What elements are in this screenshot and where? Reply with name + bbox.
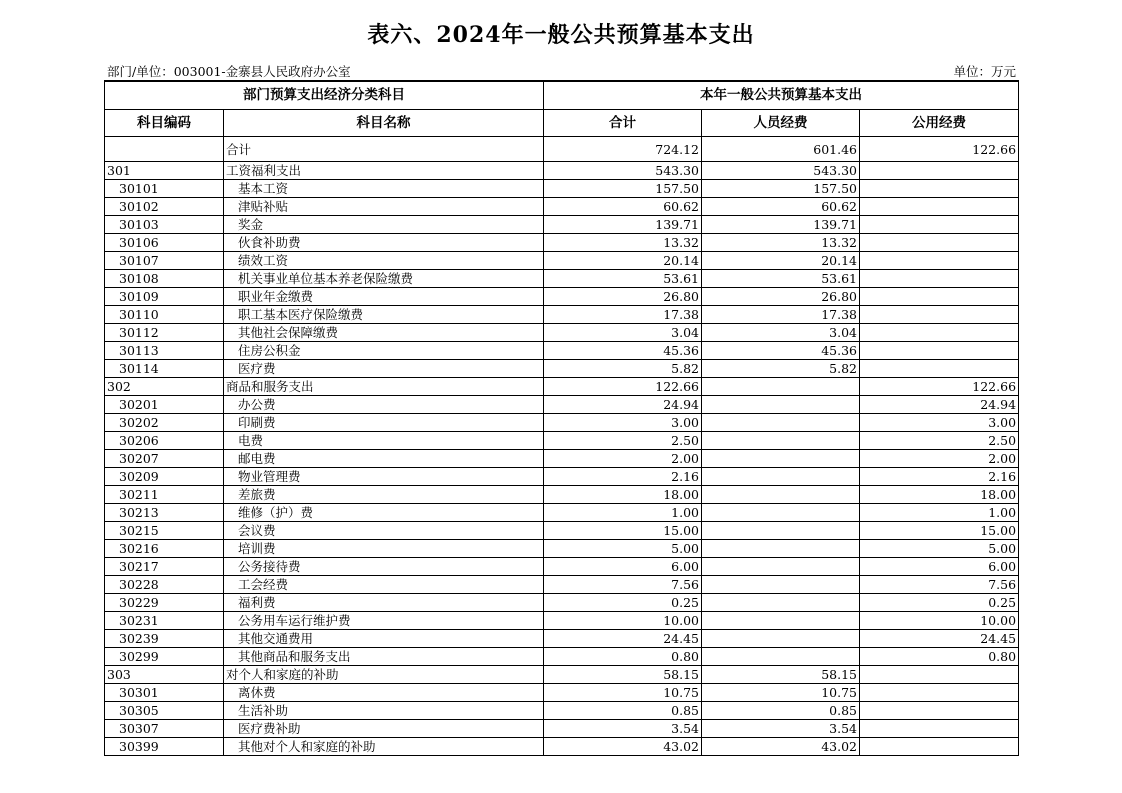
cell-personnel (702, 504, 860, 522)
column-header-public: 公用经费 (860, 110, 1019, 137)
cell-personnel (702, 540, 860, 558)
cell-code: 30399 (105, 738, 224, 756)
cell-personnel (702, 396, 860, 414)
cell-public: 15.00 (860, 522, 1019, 540)
cell-public: 3.00 (860, 414, 1019, 432)
cell-personnel (702, 612, 860, 630)
cell-code: 30231 (105, 612, 224, 630)
cell-name: 维修（护）费 (224, 504, 544, 522)
cell-name: 合计 (224, 137, 544, 162)
cell-name: 津贴补贴 (224, 198, 544, 216)
cell-total: 26.80 (544, 288, 702, 306)
cell-name: 对个人和家庭的补助 (224, 666, 544, 684)
cell-public (860, 702, 1019, 720)
table-row (105, 630, 1019, 648)
cell-name: 奖金 (224, 216, 544, 234)
cell-public (860, 270, 1019, 288)
table-body (105, 137, 1019, 756)
column-header-personnel: 人员经费 (702, 110, 860, 137)
cell-total: 0.85 (544, 702, 702, 720)
cell-public (860, 162, 1019, 180)
cell-name: 医疗费补助 (224, 720, 544, 738)
table-row (105, 180, 1019, 198)
cell-code: 30216 (105, 540, 224, 558)
cell-name: 印刷费 (224, 414, 544, 432)
cell-code: 30307 (105, 720, 224, 738)
cell-code: 30305 (105, 702, 224, 720)
table-row (105, 486, 1019, 504)
cell-name: 职工基本医疗保险缴费 (224, 306, 544, 324)
cell-total: 43.02 (544, 738, 702, 756)
cell-total: 3.54 (544, 720, 702, 738)
cell-name: 伙食补助费 (224, 234, 544, 252)
cell-total: 53.61 (544, 270, 702, 288)
cell-code: 302 (105, 378, 224, 396)
cell-code: 30207 (105, 450, 224, 468)
cell-public (860, 216, 1019, 234)
cell-public: 122.66 (860, 378, 1019, 396)
column-header-total: 合计 (544, 110, 702, 137)
table-row (105, 468, 1019, 486)
cell-code: 30213 (105, 504, 224, 522)
cell-name: 工资福利支出 (224, 162, 544, 180)
table-group-header-row (105, 81, 1019, 110)
budget-table (104, 80, 1019, 756)
cell-total: 3.00 (544, 414, 702, 432)
cell-public (860, 288, 1019, 306)
table-row (105, 414, 1019, 432)
cell-personnel (702, 486, 860, 504)
cell-personnel: 53.61 (702, 270, 860, 288)
cell-total: 3.04 (544, 324, 702, 342)
cell-name: 差旅费 (224, 486, 544, 504)
table-row (105, 360, 1019, 378)
table-row (105, 504, 1019, 522)
cell-code: 30228 (105, 576, 224, 594)
cell-code: 301 (105, 162, 224, 180)
cell-public (860, 684, 1019, 702)
table-row (105, 198, 1019, 216)
cell-name: 其他商品和服务支出 (224, 648, 544, 666)
cell-personnel (702, 576, 860, 594)
cell-public (860, 720, 1019, 738)
cell-code: 30301 (105, 684, 224, 702)
cell-name: 公务接待费 (224, 558, 544, 576)
cell-total: 0.25 (544, 594, 702, 612)
table-row (105, 432, 1019, 450)
table-column-header-row (105, 110, 1019, 137)
cell-name: 基本工资 (224, 180, 544, 198)
cell-public (860, 738, 1019, 756)
cell-code: 30229 (105, 594, 224, 612)
cell-public: 6.00 (860, 558, 1019, 576)
cell-total: 24.45 (544, 630, 702, 648)
table-row (105, 306, 1019, 324)
cell-name: 公务用车运行维护费 (224, 612, 544, 630)
cell-public (860, 342, 1019, 360)
cell-public: 24.94 (860, 396, 1019, 414)
cell-name: 商品和服务支出 (224, 378, 544, 396)
cell-personnel: 0.85 (702, 702, 860, 720)
table-row (105, 342, 1019, 360)
page-title: 表六、2024年一般公共预算基本支出 (367, 22, 755, 48)
unit-label: 单位：万元 (953, 64, 1016, 79)
table-row (105, 648, 1019, 666)
cell-code: 30206 (105, 432, 224, 450)
cell-code: 30211 (105, 486, 224, 504)
cell-name: 医疗费 (224, 360, 544, 378)
cell-total: 45.36 (544, 342, 702, 360)
cell-code: 30202 (105, 414, 224, 432)
table-row (105, 684, 1019, 702)
table-row (105, 378, 1019, 396)
cell-total: 543.30 (544, 162, 702, 180)
cell-code: 30107 (105, 252, 224, 270)
cell-personnel (702, 522, 860, 540)
cell-code: 30106 (105, 234, 224, 252)
table-row (105, 594, 1019, 612)
cell-personnel: 45.36 (702, 342, 860, 360)
cell-total: 17.38 (544, 306, 702, 324)
cell-total: 724.12 (544, 137, 702, 162)
cell-personnel: 3.54 (702, 720, 860, 738)
cell-name: 职业年金缴费 (224, 288, 544, 306)
cell-personnel (702, 630, 860, 648)
cell-personnel: 543.30 (702, 162, 860, 180)
cell-code: 303 (105, 666, 224, 684)
cell-total: 0.80 (544, 648, 702, 666)
table-row (105, 324, 1019, 342)
cell-name: 机关事业单位基本养老保险缴费 (224, 270, 544, 288)
cell-personnel (702, 378, 860, 396)
cell-personnel: 3.04 (702, 324, 860, 342)
cell-code: 30209 (105, 468, 224, 486)
cell-name: 电费 (224, 432, 544, 450)
cell-public (860, 306, 1019, 324)
cell-name: 会议费 (224, 522, 544, 540)
cell-public: 2.16 (860, 468, 1019, 486)
cell-code: 30113 (105, 342, 224, 360)
cell-code: 30112 (105, 324, 224, 342)
column-header-code: 科目编码 (105, 110, 224, 137)
cell-personnel: 17.38 (702, 306, 860, 324)
cell-public (860, 180, 1019, 198)
cell-personnel: 157.50 (702, 180, 860, 198)
cell-public: 24.45 (860, 630, 1019, 648)
cell-personnel: 20.14 (702, 252, 860, 270)
cell-total: 5.82 (544, 360, 702, 378)
cell-total: 10.75 (544, 684, 702, 702)
cell-name: 福利费 (224, 594, 544, 612)
cell-code: 30103 (105, 216, 224, 234)
cell-public (860, 234, 1019, 252)
cell-name: 生活补助 (224, 702, 544, 720)
table-row (105, 288, 1019, 306)
table-row (105, 522, 1019, 540)
cell-personnel (702, 468, 860, 486)
table-row (105, 558, 1019, 576)
cell-name: 办公费 (224, 396, 544, 414)
cell-personnel: 26.80 (702, 288, 860, 306)
cell-total: 122.66 (544, 378, 702, 396)
cell-code: 30101 (105, 180, 224, 198)
cell-name: 绩效工资 (224, 252, 544, 270)
cell-personnel (702, 648, 860, 666)
cell-code: 30299 (105, 648, 224, 666)
cell-code: 30110 (105, 306, 224, 324)
cell-public: 2.00 (860, 450, 1019, 468)
cell-public (860, 360, 1019, 378)
cell-personnel: 13.32 (702, 234, 860, 252)
cell-public (860, 252, 1019, 270)
cell-total: 10.00 (544, 612, 702, 630)
cell-total: 157.50 (544, 180, 702, 198)
cell-total: 139.71 (544, 216, 702, 234)
cell-personnel: 43.02 (702, 738, 860, 756)
table-row (105, 270, 1019, 288)
column-header-name: 科目名称 (224, 110, 544, 137)
cell-public: 10.00 (860, 612, 1019, 630)
cell-total: 15.00 (544, 522, 702, 540)
table-row (105, 234, 1019, 252)
cell-name: 其他对个人和家庭的补助 (224, 738, 544, 756)
cell-public (860, 666, 1019, 684)
cell-total: 6.00 (544, 558, 702, 576)
cell-total: 7.56 (544, 576, 702, 594)
cell-public (860, 198, 1019, 216)
cell-total: 60.62 (544, 198, 702, 216)
cell-public: 5.00 (860, 540, 1019, 558)
cell-total: 18.00 (544, 486, 702, 504)
cell-public: 0.25 (860, 594, 1019, 612)
cell-public: 122.66 (860, 137, 1019, 162)
cell-personnel: 58.15 (702, 666, 860, 684)
cell-total: 20.14 (544, 252, 702, 270)
cell-name: 住房公积金 (224, 342, 544, 360)
table-row (105, 702, 1019, 720)
cell-total: 5.00 (544, 540, 702, 558)
cell-code: 30239 (105, 630, 224, 648)
cell-public (860, 324, 1019, 342)
table-row (105, 720, 1019, 738)
cell-total: 2.00 (544, 450, 702, 468)
cell-total: 1.00 (544, 504, 702, 522)
table-row (105, 216, 1019, 234)
table-row (105, 162, 1019, 180)
cell-total: 13.32 (544, 234, 702, 252)
table-row (105, 540, 1019, 558)
cell-name: 物业管理费 (224, 468, 544, 486)
cell-name: 邮电费 (224, 450, 544, 468)
department-label: 部门/单位：003001-金寨县人民政府办公室 (107, 64, 351, 79)
table-row (105, 738, 1019, 756)
group-header-classification: 部门预算支出经济分类科目 (105, 81, 544, 110)
table-total-row (105, 137, 1019, 162)
cell-total: 2.16 (544, 468, 702, 486)
cell-code (105, 137, 224, 162)
cell-personnel: 60.62 (702, 198, 860, 216)
cell-personnel: 139.71 (702, 216, 860, 234)
cell-code: 30215 (105, 522, 224, 540)
cell-personnel: 10.75 (702, 684, 860, 702)
cell-total: 2.50 (544, 432, 702, 450)
cell-name: 培训费 (224, 540, 544, 558)
cell-public: 0.80 (860, 648, 1019, 666)
cell-personnel: 601.46 (702, 137, 860, 162)
cell-name: 离休费 (224, 684, 544, 702)
cell-public: 7.56 (860, 576, 1019, 594)
table-row (105, 576, 1019, 594)
cell-personnel (702, 414, 860, 432)
table-row (105, 450, 1019, 468)
cell-personnel (702, 594, 860, 612)
cell-code: 30114 (105, 360, 224, 378)
table-row (105, 252, 1019, 270)
cell-code: 30108 (105, 270, 224, 288)
cell-total: 58.15 (544, 666, 702, 684)
cell-total: 24.94 (544, 396, 702, 414)
cell-code: 30109 (105, 288, 224, 306)
cell-code: 30217 (105, 558, 224, 576)
cell-personnel: 5.82 (702, 360, 860, 378)
cell-personnel (702, 558, 860, 576)
table-row (105, 396, 1019, 414)
cell-code: 30102 (105, 198, 224, 216)
cell-personnel (702, 450, 860, 468)
table-row (105, 666, 1019, 684)
table-row (105, 612, 1019, 630)
cell-public: 2.50 (860, 432, 1019, 450)
cell-name: 工会经费 (224, 576, 544, 594)
cell-code: 30201 (105, 396, 224, 414)
cell-personnel (702, 432, 860, 450)
cell-public: 1.00 (860, 504, 1019, 522)
cell-name: 其他交通费用 (224, 630, 544, 648)
group-header-expenditure: 本年一般公共预算基本支出 (544, 81, 1019, 110)
cell-public: 18.00 (860, 486, 1019, 504)
cell-name: 其他社会保障缴费 (224, 324, 544, 342)
